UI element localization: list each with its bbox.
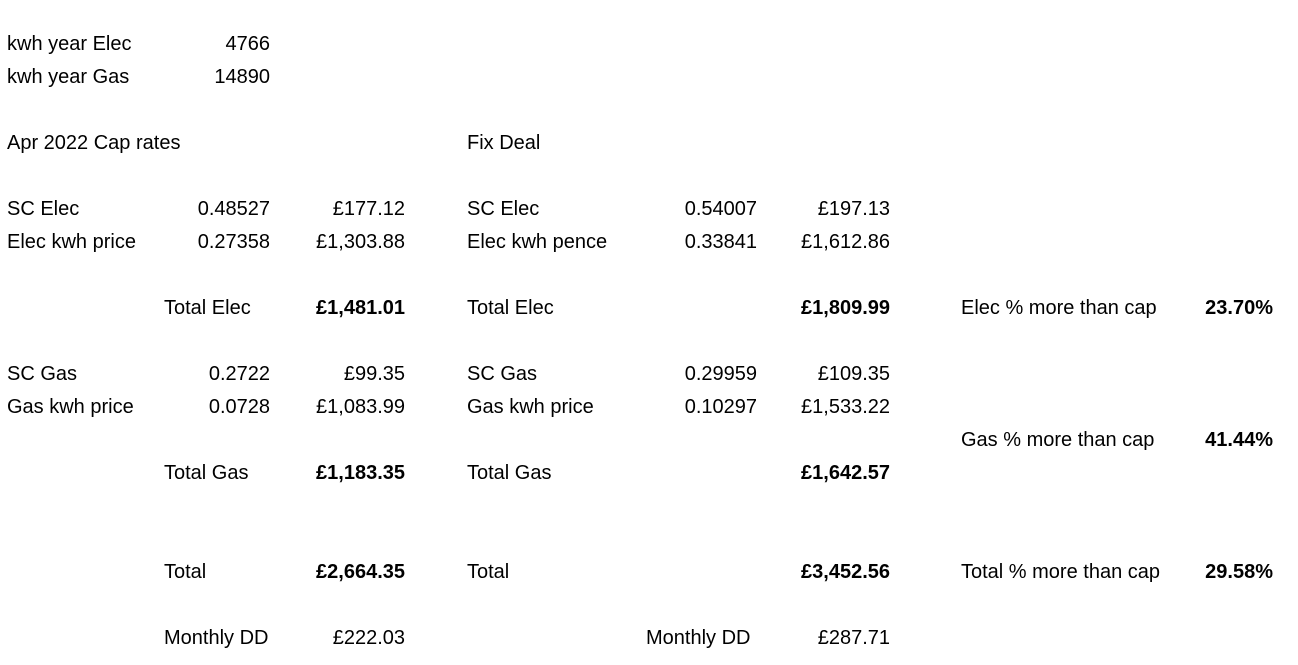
total-more-than-cap-value[interactable]: 29.58% [1205,561,1273,583]
cap-sc-gas-rate[interactable]: 0.2722 [208,363,270,385]
elec-more-than-cap-label: Elec % more than cap [961,297,1157,319]
cap-gas-price-label: Gas kwh price [7,396,134,418]
cap-sc-elec-label: SC Elec [7,198,80,220]
gas-more-than-cap-label: Gas % more than cap [961,429,1155,451]
fix-sc-gas-cost[interactable]: £109.35 [817,363,890,385]
cap-elec-price-cost[interactable]: £1,303.88 [316,231,405,253]
cap-monthly-dd-label: Monthly DD [164,627,269,649]
cap-elec-price-label: Elec kwh price [7,231,136,253]
cap-total-value[interactable]: £2,664.35 [316,561,405,583]
fix-elec-price-cost[interactable]: £1,612.86 [801,231,890,253]
cap-sc-elec-cost[interactable]: £177.12 [332,198,405,220]
fix-sc-gas-rate[interactable]: 0.29959 [684,363,757,385]
cap-total-elec-value[interactable]: £1,481.01 [316,297,405,319]
kwh-gas-value[interactable]: 14890 [214,66,270,88]
fix-monthly-dd-value[interactable]: £287.71 [817,627,890,649]
total-more-than-cap-label: Total % more than cap [961,561,1160,583]
gas-more-than-cap-value[interactable]: 41.44% [1205,429,1273,451]
kwh-elec-label: kwh year Elec [7,33,132,55]
kwh-gas-label: kwh year Gas [7,66,130,88]
kwh-elec-value[interactable]: 4766 [225,33,270,55]
fix-sc-gas-label: SC Gas [467,363,538,385]
cap-gas-price-cost[interactable]: £1,083.99 [316,396,405,418]
fix-total-gas-label: Total Gas [467,462,552,484]
fix-total-gas-value[interactable]: £1,642.57 [801,462,890,484]
cap-total-elec-label: Total Elec [164,297,251,319]
fix-sc-elec-label: SC Elec [467,198,540,220]
fix-sc-elec-cost[interactable]: £197.13 [817,198,890,220]
fix-gas-price-rate[interactable]: 0.10297 [684,396,757,418]
cap-sc-gas-cost[interactable]: £99.35 [343,363,405,385]
elec-more-than-cap-value[interactable]: 23.70% [1205,297,1273,319]
cap-total-gas-label: Total Gas [164,462,249,484]
fix-monthly-dd-label: Monthly DD [646,627,751,649]
fix-total-elec-value[interactable]: £1,809.99 [801,297,890,319]
fix-total-value[interactable]: £3,452.56 [801,561,890,583]
cap-sc-elec-rate[interactable]: 0.48527 [197,198,270,220]
fix-gas-price-label: Gas kwh price [467,396,594,418]
fix-gas-price-cost[interactable]: £1,533.22 [801,396,890,418]
fix-elec-price-label: Elec kwh pence [467,231,608,253]
fix-elec-price-rate[interactable]: 0.33841 [684,231,757,253]
fix-total-label: Total [467,561,510,583]
fix-section-title: Fix Deal [467,132,541,154]
cap-sc-gas-label: SC Gas [7,363,78,385]
fix-sc-elec-rate[interactable]: 0.54007 [684,198,757,220]
cap-total-gas-value[interactable]: £1,183.35 [316,462,405,484]
cap-gas-price-rate[interactable]: 0.0728 [208,396,270,418]
fix-total-elec-label: Total Elec [467,297,554,319]
cap-monthly-dd-value[interactable]: £222.03 [332,627,405,649]
cap-section-title: Apr 2022 Cap rates [7,132,181,154]
cap-elec-price-rate[interactable]: 0.27358 [197,231,270,253]
cap-total-label: Total [164,561,207,583]
